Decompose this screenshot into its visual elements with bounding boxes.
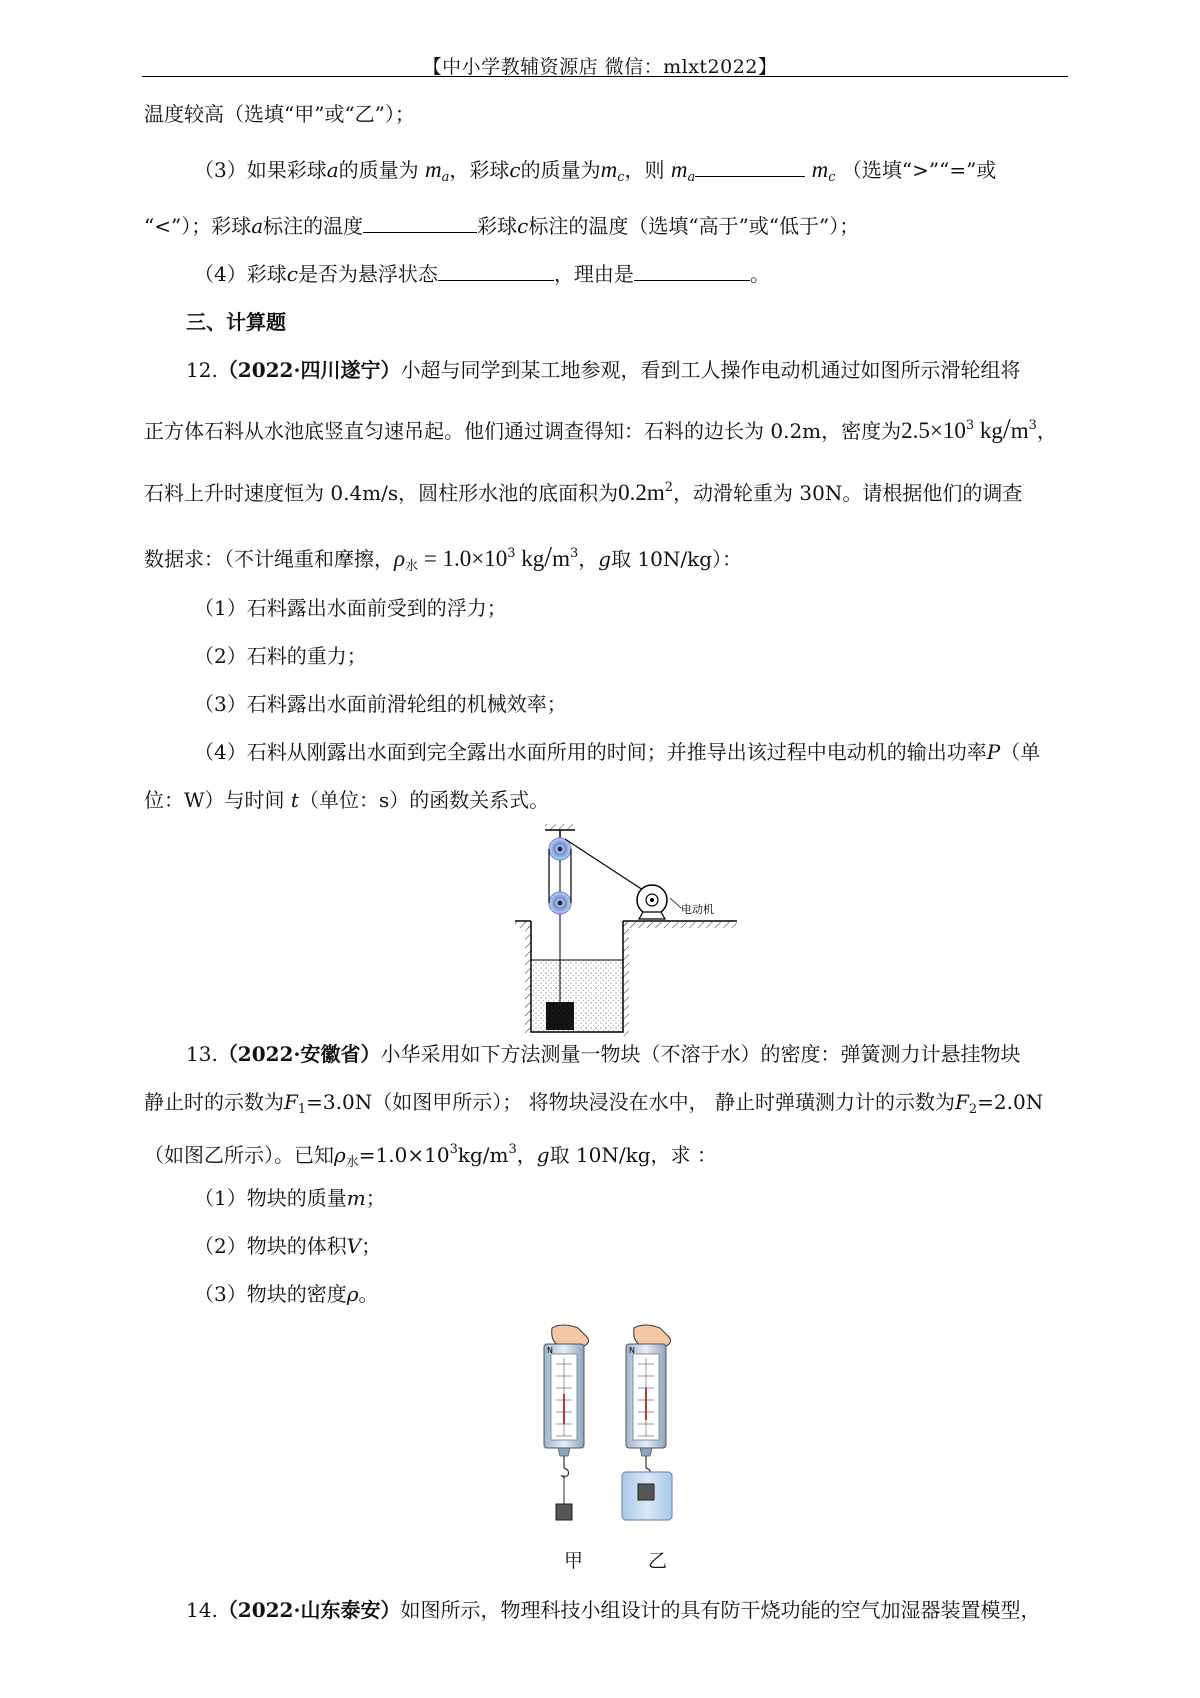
text-line: 温度较高（选填“甲”或“乙”）； <box>144 102 415 126</box>
rho: ρ <box>394 546 406 571</box>
text: ， <box>516 1143 537 1167</box>
problem-12-q4-line-2 <box>144 786 549 814</box>
text: 如图所示，物理科技小组设计的具有防干烧功能的空气加湿器装置模型， <box>400 1598 1041 1622</box>
var-g: g <box>598 547 612 571</box>
text: 取 10N/kg）： <box>611 547 743 571</box>
rho: ρ <box>346 1282 359 1306</box>
formula: 0.2m <box>618 480 665 505</box>
text: （单 <box>1000 740 1041 764</box>
unit: kg <box>515 546 545 571</box>
problem-13-line-2 <box>144 1088 1043 1124</box>
sub-c: c <box>617 170 625 185</box>
text: 彩球 <box>477 214 518 238</box>
problem-12-q4-line-1 <box>194 738 1040 766</box>
var-m: m <box>600 157 618 182</box>
var-a: a <box>251 214 264 238</box>
problem-source: （2022·山东泰安） <box>217 1598 401 1622</box>
header-rule <box>142 76 1068 77</box>
var-a: a <box>326 158 339 182</box>
text: （4）彩球 <box>194 262 287 286</box>
page-header: 【中小学教辅资源店 微信：mlxt2022】 <box>422 56 778 78</box>
text: 小华采用如下方法测量一物块（不溶于水）的密度：弹簧测力计悬挂物块 <box>380 1042 1021 1066</box>
unit: m <box>552 546 570 571</box>
problem-number: 12. <box>186 358 218 382</box>
exponent: 3 <box>965 418 975 433</box>
unit-label: N <box>629 1346 635 1355</box>
text: ，理由是 <box>553 262 634 286</box>
problem-13-line-3 <box>144 1136 717 1177</box>
pool-water <box>531 960 623 1032</box>
rho: ρ <box>334 1143 346 1167</box>
formula: 2.5×10 <box>901 418 966 443</box>
sub-a: a <box>441 170 450 185</box>
slash: / <box>544 542 553 573</box>
answer-blank[interactable] <box>438 262 554 281</box>
text: ， <box>578 547 599 571</box>
text: 。 <box>749 262 770 286</box>
var-F: F <box>284 1090 298 1114</box>
text: ； <box>361 1234 382 1258</box>
problem-source: （2022·四川遂宁） <box>217 358 401 382</box>
problem-12-q1: （1）石料露出水面前受到的浮力； <box>194 596 507 620</box>
var-c: c <box>509 158 521 182</box>
problem-13-q3 <box>194 1280 379 1308</box>
unit: m <box>1010 418 1029 443</box>
text: （选填“>”“=”或 <box>841 158 997 182</box>
var-c: c <box>286 262 298 286</box>
text: （4）石料从刚露出水面到完全露出水面所用的时间；并推导出该过程中电动机的输出功率 <box>194 740 987 764</box>
text: =1.0×10 <box>358 1143 450 1167</box>
text: （如图乙所示）。已知 <box>144 1143 334 1167</box>
text: （3）如果彩球 <box>194 158 327 182</box>
exponent: 3 <box>507 546 516 561</box>
var-m: m <box>425 157 442 182</box>
var-m: m <box>811 157 829 182</box>
sub: 2 <box>968 1102 978 1117</box>
answer-blank[interactable] <box>695 158 805 177</box>
text: 的质量为 <box>338 158 419 182</box>
sub-a: a <box>687 170 696 185</box>
text: 是否为悬浮状态 <box>297 262 438 286</box>
text: kg/m <box>457 1143 509 1167</box>
text: ，则 <box>624 158 665 182</box>
var-m: m <box>670 157 688 182</box>
problem-14-line-1 <box>186 1596 1040 1624</box>
var-c: c <box>517 214 529 238</box>
sub: 水 <box>405 559 419 574</box>
text: （单位：s）的函数关系式。 <box>298 788 550 812</box>
question-4 <box>194 260 770 288</box>
exponent: 2 <box>664 480 674 495</box>
formula: = 1.0×10 <box>418 546 508 571</box>
sub: 1 <box>297 1102 307 1117</box>
section-title: 三、计算题 <box>186 310 286 334</box>
question-3-line-2 <box>144 212 859 240</box>
problem-13-q2 <box>194 1232 381 1260</box>
problem-12-q2: （2）石料的重力； <box>194 644 367 668</box>
var-P: P <box>986 740 1001 764</box>
unit-label: N <box>547 1346 553 1355</box>
problem-13-line-1 <box>186 1040 1020 1068</box>
var-V: V <box>346 1234 362 1258</box>
text: 石料上升时速度恒为 0.4m/s，圆柱形水池的底面积为 <box>144 481 619 505</box>
var-g: g <box>536 1143 550 1167</box>
problem-12-q3: （3）石料露出水面前滑轮组的机械效率； <box>194 692 567 716</box>
text: ； <box>365 1186 386 1210</box>
text: 数据求：（不计绳重和摩擦， <box>144 547 394 571</box>
text: =3.0N（如图甲所示）； 将物块浸没在水中， 静止时弹璜测力计的示数为 <box>306 1090 955 1114</box>
problem-number: 14. <box>186 1598 218 1622</box>
text: 正方体石料从水池底竖直匀速吊起。他们通过调查得知：石料的边长为 0.2m，密度为 <box>144 419 902 443</box>
question-3-line-1 <box>194 156 996 192</box>
problem-source: （2022·安徽省） <box>217 1042 381 1066</box>
problem-12-line-2 <box>144 412 1057 445</box>
figure-label-yi: 乙 <box>648 1550 668 1572</box>
text: “<”）；彩球 <box>144 214 252 238</box>
answer-blank[interactable] <box>634 262 750 281</box>
exponent: 3 <box>449 1142 458 1157</box>
exponent: 3 <box>508 1142 517 1157</box>
spring-scale-figure <box>538 1324 718 1546</box>
text: 。 <box>358 1282 379 1306</box>
text: ， <box>1036 419 1057 443</box>
text: 标注的温度（选填“高于”或“低于”）； <box>528 214 860 238</box>
spring-scale-yi <box>622 1325 672 1520</box>
text: 的质量为 <box>520 158 601 182</box>
text: （2）物块的体积 <box>194 1234 347 1258</box>
exponent: 3 <box>1028 418 1037 433</box>
sub: 水 <box>345 1155 359 1170</box>
problem-12-line-3 <box>144 474 1022 507</box>
unit: kg <box>974 418 1003 443</box>
problem-12-line-4 <box>144 540 742 581</box>
ceiling-hatch <box>545 824 575 830</box>
var-m: m <box>346 1186 366 1210</box>
text: 静止时的示数为 <box>144 1090 284 1114</box>
text: （1）物块的质量 <box>194 1186 347 1210</box>
sub-c: c <box>828 170 836 185</box>
figure-label-jia: 甲 <box>564 1550 584 1572</box>
text: ，动滑轮重为 30N。请根据他们的调查 <box>673 481 1023 505</box>
problem-number: 13. <box>186 1042 218 1066</box>
text: 标注的温度 <box>263 214 364 238</box>
exponent: 3 <box>569 546 579 561</box>
text: 小超与同学到某工地参观，看到工人操作电动机通过如图所示滑轮组将 <box>400 358 1021 382</box>
spring-scale-jia <box>544 1325 589 1520</box>
text: 取 10N/kg，求 ： <box>549 1143 717 1167</box>
text: （3）物块的密度 <box>194 1282 347 1306</box>
problem-13-q1 <box>194 1184 386 1212</box>
text: ，彩球 <box>449 158 510 182</box>
motor-label: 电动机 <box>681 903 714 916</box>
var-t: t <box>290 788 299 812</box>
answer-blank[interactable] <box>363 214 477 233</box>
problem-12-line-1 <box>186 356 1020 384</box>
text: 位：W）与时间 <box>144 788 285 812</box>
var-F: F <box>954 1090 969 1114</box>
slash: / <box>1002 414 1011 445</box>
pulley-figure <box>515 822 740 1038</box>
text: =2.0N <box>977 1090 1044 1114</box>
